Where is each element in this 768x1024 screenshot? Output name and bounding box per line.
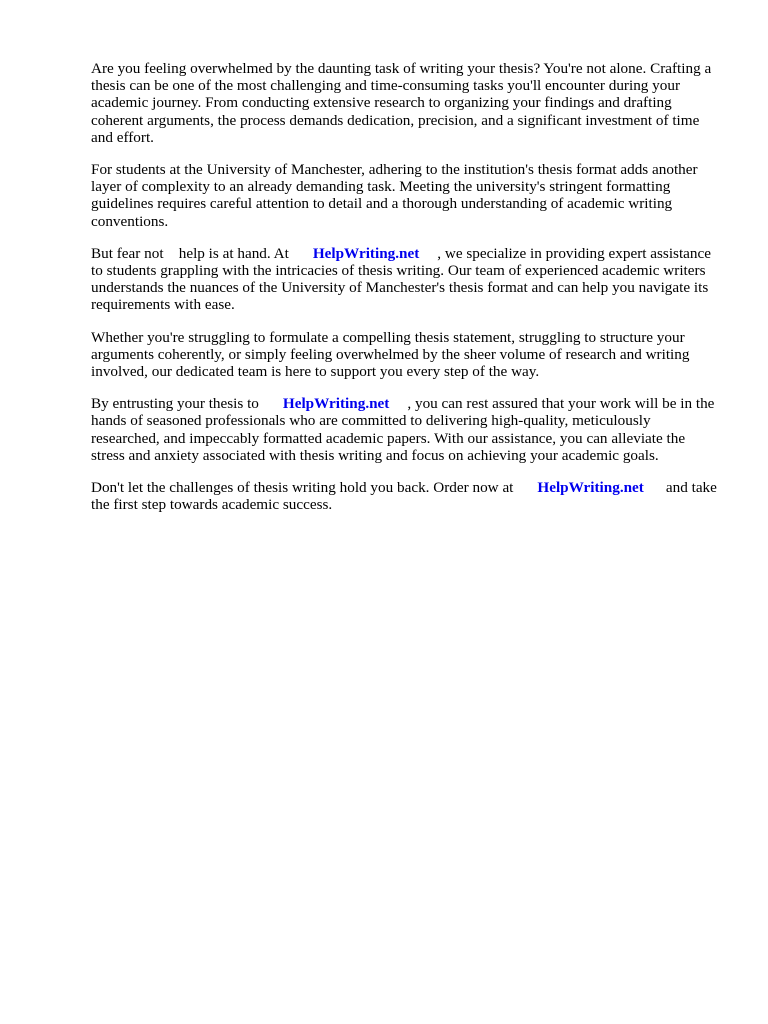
document-body [91,60,719,528]
paragraph-order-now [91,479,719,513]
helpwriting-link[interactable]: HelpWriting.net [282,395,390,413]
helpwriting-link[interactable]: HelpWriting.net [537,479,644,497]
paragraph-text-after-link: , we specialize in providing expert assistance to students grappling with the intricacies of thesis writing. Our team of experienced academic writers understands the nuances of the University of Manchester's thesis format and can help you navigate its requirements with ease. [91,244,711,314]
paragraph-text-before-link: By entrusting your thesis to [91,395,259,413]
paragraph-struggling: Whether you're struggling to formulate a compelling thesis statement, struggling to structure your arguments coherently, or simply feeling overwhelmed by the sheer volume of research and writing involved, our dedicated team is here to support you every step of the way. [91,328,690,381]
paragraph-help-at-hand [91,245,719,314]
paragraph-entrusting [91,395,719,464]
paragraph-intro: Are you feeling overwhelmed by the daunting task of writing your thesis? You're not alone. Crafting a thesis can be one of the most challenging and time-consuming tasks you'll encounter during your academic journey. From conducting extensive research to organizing your findings and drafting coherent arguments, the process demands dedication, precision, and a significant investment of time and effort. [91,60,712,146]
paragraph-text-before-link: But fear not help is at hand. At [91,244,289,262]
paragraph-text-after-link: , you can rest assured that your work will be in the hands of seasoned professionals who are committed to delivering high-quality, meticulously researched, and impeccably formatted academic papers. With our assistance, you can alleviate the stress and anxiety associated with thesis writing and focus on achieving your academic goals. [91,395,715,464]
paragraph-manchester-format: For students at the University of Manchester, adhering to the institution's thesis format adds another layer of complexity to an already demanding task. Meeting the university's stringent formatting guidelines requires careful attention to detail and a thorough understanding of academic writing conventions. [91,161,698,230]
helpwriting-link[interactable]: HelpWriting.net [312,244,420,262]
paragraph-text-before-link: Don't let the challenges of thesis writing hold you back. Order now at [91,479,514,497]
paragraph-text-after-link: and take the first step towards academic success. [91,479,717,514]
